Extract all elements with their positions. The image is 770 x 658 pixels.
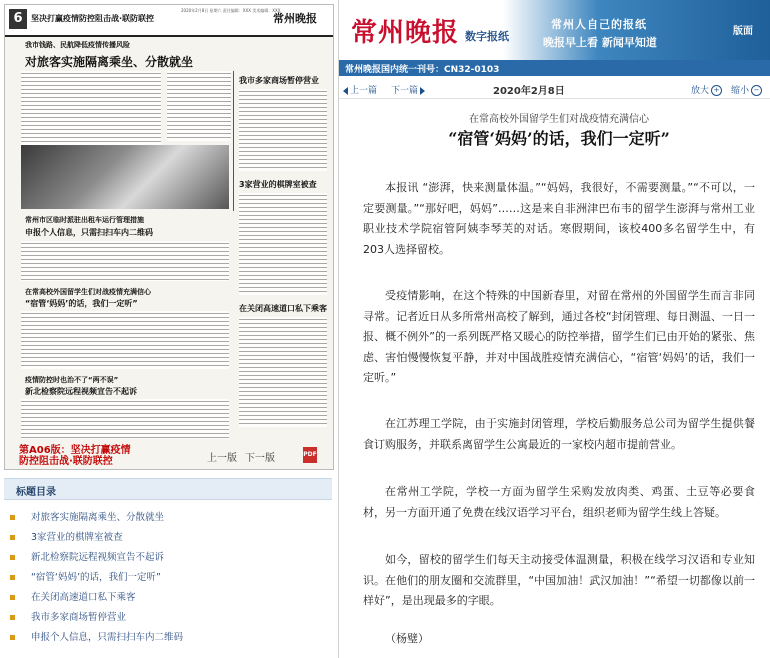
zoom-out-icon: −: [751, 85, 762, 96]
zoom-in-label[interactable]: 放大: [691, 86, 710, 96]
toc-item[interactable]: [10, 609, 330, 627]
bullet-icon: [10, 515, 15, 520]
zoom-in-button[interactable]: [691, 83, 722, 96]
article-paragraph: 如今，留校的留学生们每天主动接受体温测量，积极在线学习汉语和专业知识。在他们的朋友圈和交流群里，“中国加油！武汉加油！”“希望一切都像以前一样好”，是出现最多的字眼。: [363, 553, 755, 607]
toc-item-label[interactable]: 我市多家商场暂停营业: [31, 612, 127, 623]
headline-low[interactable]: “宿管‘妈妈’的话，我们一定听”: [25, 299, 138, 308]
page-date-line: 2020年2月8日 星期六 责任编辑：XXX 美术编辑：XXX: [181, 8, 281, 13]
prev-article-label[interactable]: 上一篇: [350, 86, 378, 96]
toc-item[interactable]: [10, 569, 330, 587]
kicker-mid[interactable]: 常州市区临时派驻出租车运行管理措施: [25, 216, 144, 224]
page-section-title: 坚决打赢疫情防控阻击战·联防联控: [31, 14, 155, 23]
bullet-icon: [10, 575, 15, 580]
article-headline: “宿管‘妈妈’的话，我们一定听”: [448, 129, 670, 148]
issn-bar: [339, 60, 770, 76]
article-author: （杨璧）: [385, 632, 429, 645]
page-number: 6: [9, 9, 27, 29]
banner-slogan: 常州人自己的报纸: [551, 18, 647, 31]
toc-item[interactable]: [10, 549, 330, 567]
text-block: [21, 241, 229, 281]
zoom-out-label[interactable]: 缩小: [731, 86, 750, 96]
toc-item[interactable]: [10, 629, 330, 647]
article-paragraph: 在常州工学院，学校一方面为留学生采购发放肉类、鸡蛋、土豆等必要食材，另一方面开通了免费在线汉语学习平台，组织老师为留学生线上答疑。: [363, 485, 755, 519]
text-block: [239, 317, 327, 427]
site-logo-subtitle: 数字报纸: [465, 30, 509, 43]
box-right-3[interactable]: 在关闭高速道口私下乘客: [239, 304, 327, 313]
box-right-2[interactable]: 3家营业的棋牌室被查: [239, 180, 317, 189]
box-right-1[interactable]: 我市多家商场暂停营业: [239, 76, 319, 85]
article-paragraph: 在江苏理工学院，由于实施封闭管理，学校后勤服务总公司为留学生提供餐食订购服务，并联系离留学生公寓最近的一家校内超市提前营业。: [363, 417, 755, 451]
toc-item-label[interactable]: 对旅客实施隔离乘坐、分散就坐: [31, 512, 165, 523]
article-nav-bar: [339, 80, 770, 99]
prev-article-button[interactable]: [343, 83, 377, 96]
site-logo[interactable]: 常州晚报: [351, 18, 460, 48]
page-header: [5, 5, 333, 37]
toc-item-label[interactable]: 新北检察院远程视频宣告不起诉: [31, 552, 165, 563]
toc-item[interactable]: [10, 529, 330, 547]
toc-item[interactable]: [10, 509, 330, 527]
text-block: [167, 71, 231, 141]
next-article-label[interactable]: 下一篇: [391, 86, 419, 96]
bullet-icon: [10, 595, 15, 600]
page-layout-link[interactable]: 版面: [733, 26, 753, 37]
right-panel: [338, 0, 770, 658]
toc-item-label[interactable]: 在关闭高速道口私下乘客: [31, 592, 136, 603]
bullet-icon: [10, 635, 15, 640]
banner-slogan-2: 晚报早上看 新闻早知道: [543, 36, 657, 49]
text-block: [21, 399, 229, 439]
toc-header: [4, 478, 332, 500]
text-block: [21, 311, 229, 369]
toc-item[interactable]: [10, 589, 330, 607]
zoom-in-icon: +: [711, 85, 722, 96]
site-banner: [339, 0, 770, 60]
pdf-icon[interactable]: PDF: [303, 447, 317, 463]
issn-text: 常州晚报国内统一刊号：CN32-0103: [345, 65, 500, 75]
left-panel: [0, 0, 338, 658]
kicker-top[interactable]: 我市钱路、民航降低疫情传播风险: [25, 41, 130, 49]
headline-bottom[interactable]: 新北检察院远程视频宣告不起诉: [25, 387, 137, 396]
next-article-button[interactable]: [391, 83, 427, 96]
issue-date: 2020年2月8日: [493, 86, 565, 97]
newspaper-page-thumbnail[interactable]: [4, 4, 334, 470]
page-masthead: 常州晚报: [273, 12, 317, 25]
article-paragraph: 受疫情影响，在这个特殊的中国新春里，对留在常州的外国留学生而言非同寻常。记者近日从多所常州高校了解到，通过各校“封闭管理、每日测温、一日一报、概不例外”的一系列既严格又暖心的防控举措，留学生们已由开始的紧张、焦虑、害怕慢慢恢复平静，并对中国战胜疫情充满信心，“宿管‘妈妈’的话，我们一定听。”: [363, 289, 755, 384]
page-label: 第A06版：坚决打赢疫情防控阻击战·联防联控: [19, 445, 139, 467]
article-paragraph: 本报讯 “澎湃，快来测量体温。”“妈妈，我很好，不需要测量。”“不可以，一定要测量。”“那好吧，妈妈”……这是来自非洲津巴布韦的留学生澎湃与常州工业职业技术学院宿管阿姨李琴芙的对话。寒假期间，该校400多名留学生中，有203人选择留校。: [363, 181, 755, 256]
bullet-icon: [10, 535, 15, 540]
bullet-icon: [10, 555, 15, 560]
text-block: [239, 193, 327, 295]
toc-title: 标题目录: [16, 487, 56, 498]
zoom-out-button[interactable]: [731, 83, 762, 96]
column-rule: [233, 71, 234, 211]
arrow-right-icon: [420, 87, 425, 95]
photo-checkpoint: [21, 145, 229, 209]
text-block: [239, 89, 327, 171]
next-page-link[interactable]: 下一版: [245, 453, 275, 464]
headline-mid[interactable]: 申报个人信息，只需扫扫车内二维码: [25, 228, 153, 237]
article-subtitle: 在常高校外国留学生们对战疫情充满信心: [469, 114, 649, 125]
kicker-bottom[interactable]: 疫情防控时也治不了“两不误”: [25, 376, 119, 384]
toc-item-label[interactable]: 申报个人信息，只需扫扫车内二维码: [31, 632, 184, 643]
toc-item-label[interactable]: 3家营业的棋牌室被查: [31, 532, 123, 543]
bullet-icon: [10, 615, 15, 620]
headline-top[interactable]: 对旅客实施隔离乘坐、分散就坐: [25, 55, 194, 69]
prev-page-link[interactable]: 上一版: [207, 453, 237, 464]
kicker-low[interactable]: 在常高校外国留学生们对战疫情充满信心: [25, 288, 151, 296]
toc-item-label[interactable]: “宿管‘妈妈’的话，我们一定听”: [31, 572, 161, 583]
arrow-left-icon: [343, 87, 348, 95]
